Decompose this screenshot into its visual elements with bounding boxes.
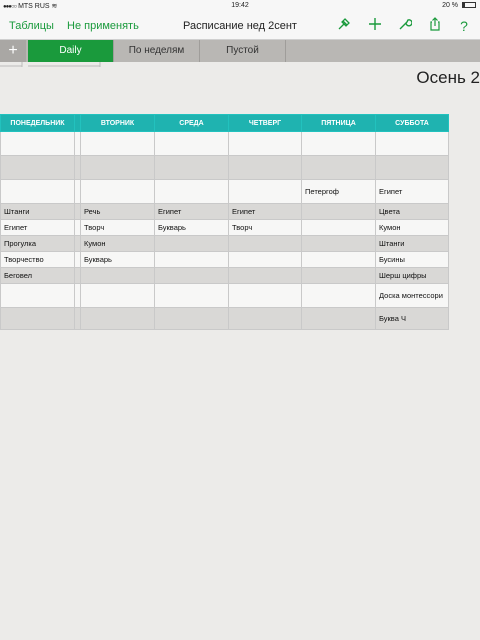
revert-button[interactable]: Не применять bbox=[67, 20, 139, 32]
table-cell[interactable] bbox=[302, 132, 376, 156]
tab-empty[interactable]: Пустой bbox=[200, 40, 286, 62]
table-cell[interactable] bbox=[376, 132, 449, 156]
status-bar bbox=[0, 0, 480, 12]
battery-icon bbox=[462, 2, 476, 8]
table-row bbox=[1, 252, 449, 268]
document-title: Расписание нед 2сент bbox=[183, 20, 297, 32]
signal-icon: ●●●○○ bbox=[3, 4, 17, 10]
battery-percent: 20 % bbox=[442, 2, 459, 9]
help-icon[interactable]: ? bbox=[460, 18, 468, 34]
nav-bar bbox=[0, 12, 480, 40]
table-cell[interactable] bbox=[229, 156, 302, 180]
schedule-table bbox=[0, 114, 449, 330]
table-cell[interactable]: Букварь bbox=[155, 220, 229, 236]
table-cell[interactable] bbox=[1, 132, 75, 156]
table-cell[interactable]: Доска монтессори bbox=[376, 284, 449, 308]
wifi-icon: ≋ bbox=[51, 3, 58, 10]
table-cell[interactable] bbox=[1, 308, 75, 330]
sheet-tab-bar bbox=[0, 40, 480, 62]
table-cell[interactable] bbox=[155, 284, 229, 308]
table-cell[interactable] bbox=[302, 268, 376, 284]
table-cell[interactable] bbox=[155, 268, 229, 284]
format-brush-icon[interactable] bbox=[335, 17, 353, 35]
table-row bbox=[1, 308, 449, 330]
table-header-row bbox=[1, 115, 449, 132]
table-cell[interactable]: Штанги bbox=[1, 204, 75, 220]
table-cell[interactable] bbox=[302, 156, 376, 180]
add-sheet-icon[interactable]: + bbox=[0, 40, 26, 62]
table-cell[interactable] bbox=[229, 180, 302, 204]
table-cell[interactable]: Египет bbox=[229, 204, 302, 220]
table-cell[interactable] bbox=[1, 156, 75, 180]
table-cell[interactable] bbox=[155, 180, 229, 204]
table-cell[interactable] bbox=[81, 132, 155, 156]
schedule-grid bbox=[0, 114, 449, 330]
table-cell[interactable] bbox=[81, 268, 155, 284]
wrench-icon[interactable] bbox=[396, 17, 414, 35]
table-cell[interactable] bbox=[229, 132, 302, 156]
table-cell[interactable]: Бусины bbox=[376, 252, 449, 268]
table-cell[interactable] bbox=[155, 236, 229, 252]
table-cell[interactable]: Цвета bbox=[376, 204, 449, 220]
canvas-guides bbox=[0, 62, 110, 70]
table-cell[interactable] bbox=[302, 252, 376, 268]
table-row bbox=[1, 268, 449, 284]
table-row bbox=[1, 180, 449, 204]
table-cell[interactable] bbox=[302, 204, 376, 220]
carrier-label: MTS RUS bbox=[18, 3, 50, 10]
table-cell[interactable] bbox=[229, 308, 302, 330]
table-cell[interactable] bbox=[229, 268, 302, 284]
table-cell[interactable] bbox=[1, 284, 75, 308]
table-cell[interactable] bbox=[81, 284, 155, 308]
table-cell[interactable]: Беговел bbox=[1, 268, 75, 284]
table-row bbox=[1, 204, 449, 220]
sheet-title: Осень 2 bbox=[416, 68, 480, 87]
table-cell[interactable]: Буква Ч bbox=[376, 308, 449, 330]
header-saturday[interactable]: СУББОТА bbox=[376, 115, 449, 132]
table-cell[interactable]: Творч bbox=[81, 220, 155, 236]
table-cell[interactable] bbox=[155, 252, 229, 268]
table-cell[interactable] bbox=[302, 284, 376, 308]
table-cell[interactable] bbox=[155, 156, 229, 180]
table-cell[interactable] bbox=[155, 132, 229, 156]
table-cell[interactable]: Кумон bbox=[81, 236, 155, 252]
table-cell[interactable]: Египет bbox=[155, 204, 229, 220]
table-row bbox=[1, 220, 449, 236]
table-cell[interactable] bbox=[302, 236, 376, 252]
table-cell[interactable] bbox=[229, 252, 302, 268]
table-row bbox=[1, 236, 449, 252]
table-cell[interactable]: Египет bbox=[376, 180, 449, 204]
table-row bbox=[1, 156, 449, 180]
table-cell[interactable]: Шерш цифры bbox=[376, 268, 449, 284]
table-cell[interactable] bbox=[229, 236, 302, 252]
share-icon[interactable] bbox=[426, 17, 444, 35]
tab-daily[interactable]: Daily bbox=[28, 40, 114, 62]
header-friday[interactable]: ПЯТНИЦА bbox=[302, 115, 376, 132]
header-monday[interactable]: ПОНЕДЕЛЬНИК bbox=[1, 115, 75, 132]
table-cell[interactable] bbox=[81, 156, 155, 180]
table-cell[interactable]: Творчество bbox=[1, 252, 75, 268]
table-cell[interactable]: Египет bbox=[1, 220, 75, 236]
table-cell[interactable]: Петергоф bbox=[302, 180, 376, 204]
table-cell[interactable] bbox=[81, 180, 155, 204]
tables-back-button[interactable]: Таблицы bbox=[9, 20, 54, 32]
status-right bbox=[442, 2, 476, 9]
table-cell[interactable]: Букварь bbox=[81, 252, 155, 268]
tab-weekly[interactable]: По неделям bbox=[114, 40, 200, 62]
header-tuesday[interactable]: ВТОРНИК bbox=[81, 115, 155, 132]
table-cell[interactable] bbox=[302, 220, 376, 236]
table-cell[interactable] bbox=[229, 284, 302, 308]
table-cell[interactable] bbox=[376, 156, 449, 180]
table-cell[interactable]: Кумон bbox=[376, 220, 449, 236]
header-thursday[interactable]: ЧЕТВЕРГ bbox=[229, 115, 302, 132]
table-cell[interactable]: Штанги bbox=[376, 236, 449, 252]
table-row bbox=[1, 284, 449, 308]
header-wednesday[interactable]: СРЕДА bbox=[155, 115, 229, 132]
add-icon[interactable] bbox=[366, 17, 384, 35]
table-row bbox=[1, 132, 449, 156]
clock: 19:42 bbox=[231, 2, 249, 9]
table-cell[interactable]: Речь bbox=[81, 204, 155, 220]
table-cell[interactable]: Творч bbox=[229, 220, 302, 236]
table-cell[interactable] bbox=[81, 308, 155, 330]
table-cell[interactable]: Прогулка bbox=[1, 236, 75, 252]
table-cell[interactable] bbox=[302, 308, 376, 330]
table-cell[interactable] bbox=[155, 308, 229, 330]
table-cell[interactable] bbox=[1, 180, 75, 204]
